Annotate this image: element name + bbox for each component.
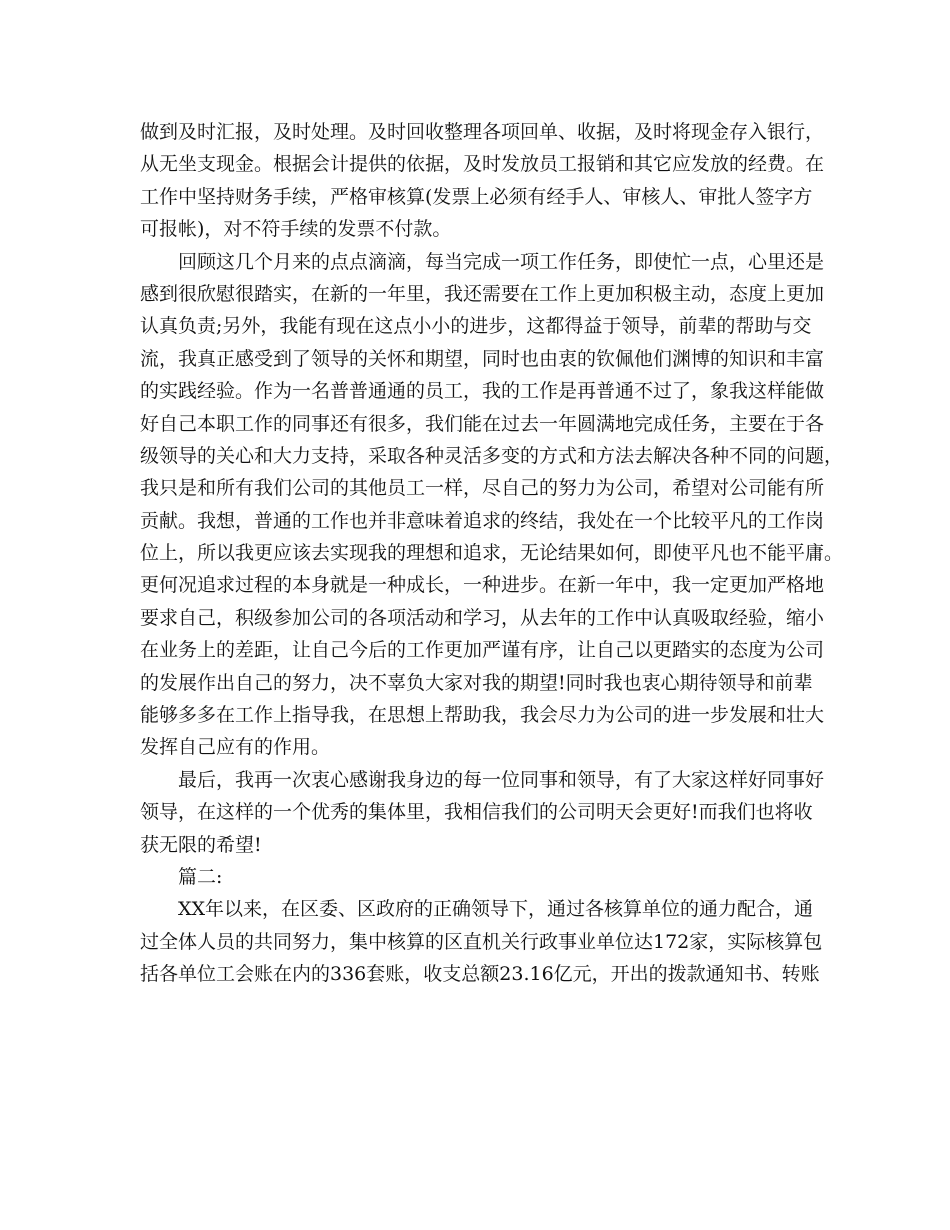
text-line: 感到很欣慰很踏实，在新的一年里，我还需要在工作上更加积极主动，态度上更加 <box>140 282 825 305</box>
text-line: 的发展作出自己的努力，决不辜负大家对我的期望!同时我也衷心期待领导和前辈 <box>140 671 813 694</box>
text-line: 级领导的关心和大力支持，采取各种灵活多变的方式和方法去解决各种不同的问题， <box>140 444 844 467</box>
text-line: 的实践经验。作为一名普普通通的员工，我的工作是再普通不过了，象我这样能做 <box>140 380 825 403</box>
text-line: 能够多多在工作上指导我，在思想上帮助我，我会尽力为公司的进一步发展和壮大 <box>140 704 825 727</box>
text-line: 从无坐支现金。根据会计提供的依据，及时发放员工报销和其它应发放的经费。在 <box>140 153 825 176</box>
text-line: 发挥自己应有的作用。 <box>140 736 331 759</box>
text-line: 做到及时汇报，及时处理。及时回收整理各项回单、收据，及时将现金存入银行， <box>140 121 825 143</box>
text-line: 工作中坚持财务手续，严格审核算(发票上必须有经手人、审核人、审批人签字方 <box>140 185 813 208</box>
text-line: 好自己本职工作的同事还有很多，我们能在过去一年圆满地完成任务，主要在于各 <box>140 412 825 435</box>
text-line: 流，我真正感受到了领导的关怀和期望，同时也由衷的钦佩他们渊博的知识和丰富 <box>140 347 825 370</box>
text-line: 认真负责;另外，我能有现在这点小小的进步，这都得益于领导，前辈的帮助与交 <box>140 315 812 338</box>
text-line: 领导，在这样的一个优秀的集体里，我相信我们的公司明天会更好!而我们也将收 <box>140 801 813 824</box>
document-body <box>140 116 844 991</box>
text-line: 括各单位工会账在内的336套账，收支总额23.16亿元，开出的拨款通知书、转账 <box>140 963 820 986</box>
text-line: 在业务上的差距，让自己今后的工作更加严谨有序，让自己以更踏实的态度为公司 <box>140 639 825 662</box>
text-line: 要求自己，积级参加公司的各项活动和学习，从去年的工作中认真吸取经验，缩小 <box>140 606 825 629</box>
text-line: 位上，所以我更应该去实现我的理想和追求，无论结果如何，即使平凡也不能平庸。 <box>140 542 844 565</box>
text-line: 获无限的希望! <box>140 833 262 856</box>
section-heading: 篇二: <box>178 865 223 888</box>
paragraph-start-line: 回顾这几个月来的点点滴滴，每当完成一项工作任务，即使忙一点，心里还是 <box>178 250 825 273</box>
text-line: 更何况追求过程的本身就是一种成长，一种进步。在新一年中，我一定更加严格地 <box>140 574 825 597</box>
paragraph-start-line: XX年以来，在区委、区政府的正确领导下，通过各核算单位的通力配合，通 <box>178 898 814 921</box>
text-line: 过全体人员的共同努力，集中核算的区直机关行政事业单位达172家，实际核算包 <box>140 930 823 953</box>
paragraph-start-line: 最后，我再一次衷心感谢我身边的每一位同事和领导，有了大家这样好同事好 <box>178 768 825 791</box>
text-line: 可报帐)，对不符手续的发票不付款。 <box>140 218 452 241</box>
text-line: 贡献。我想，普通的工作也并非意味着追求的终结，我处在一个比较平凡的工作岗 <box>140 509 825 532</box>
text-line: 我只是和所有我们公司的其他员工一样，尽自己的努力为公司，希望对公司能有所 <box>140 477 825 500</box>
